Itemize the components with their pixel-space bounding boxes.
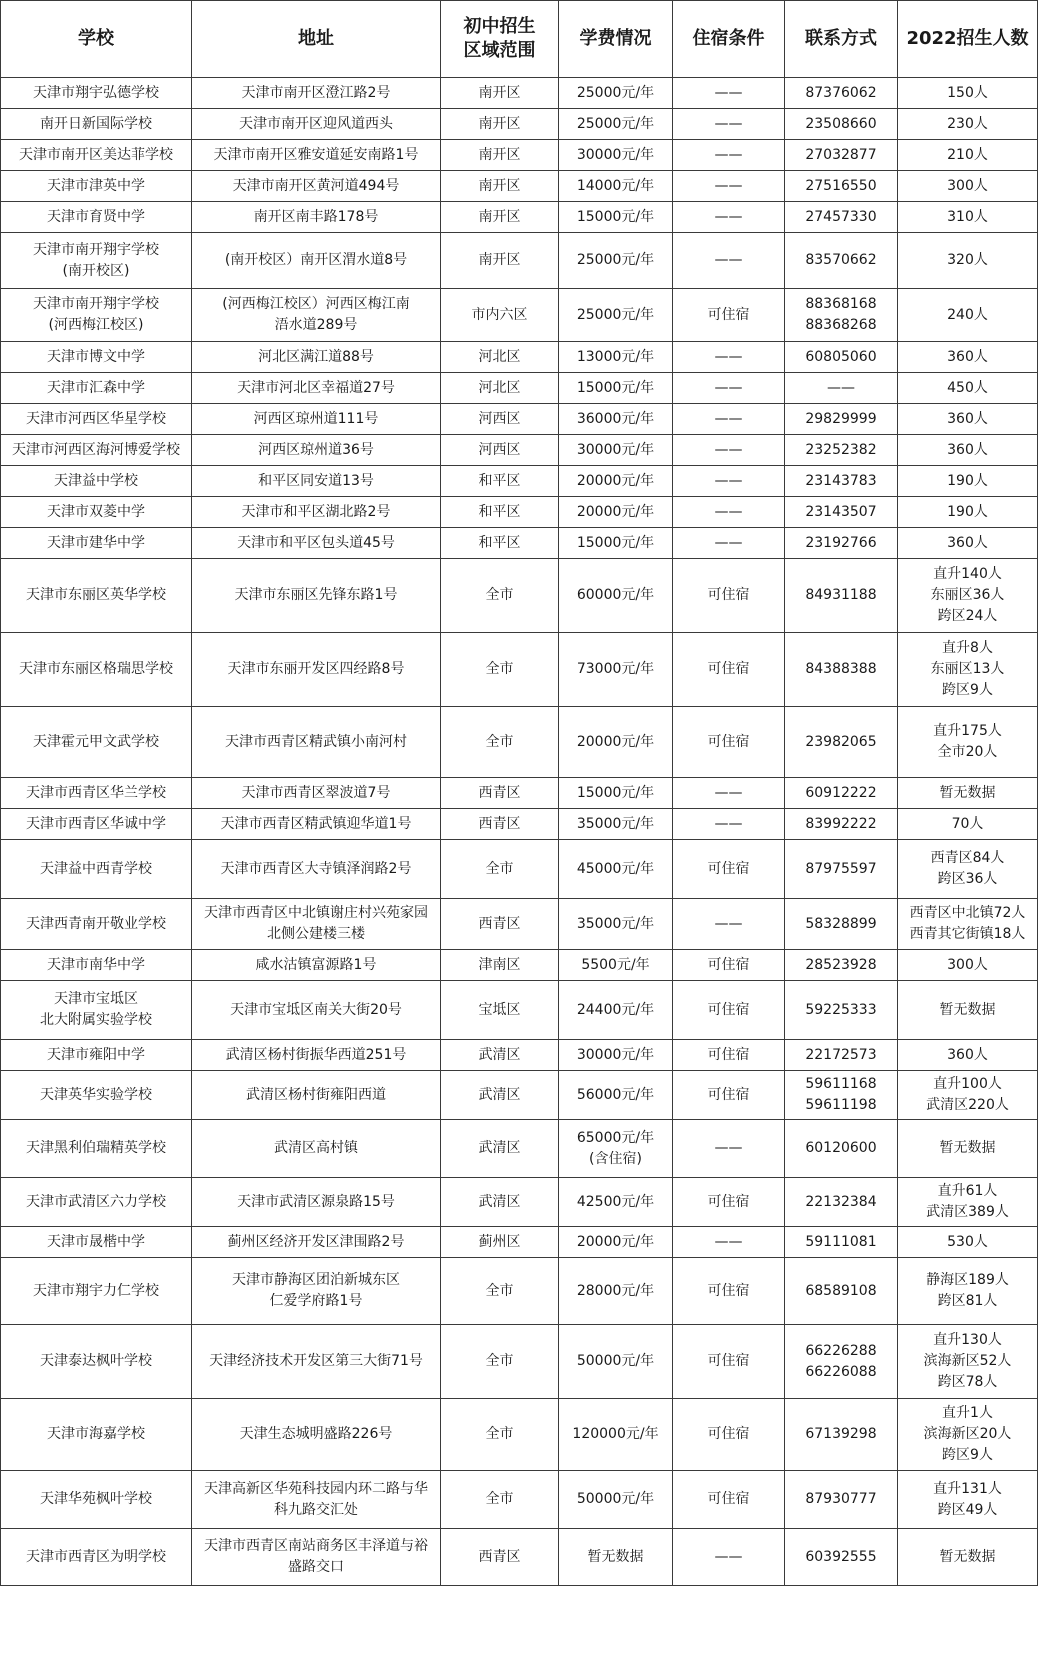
lodging-cell: —— — [673, 899, 785, 950]
table-row — [1, 289, 1038, 342]
enrollment-cell: 暂无数据 — [898, 1529, 1038, 1586]
table-row — [1, 202, 1038, 233]
address-cell: 天津市宝坻区南关大街20号 — [192, 981, 441, 1040]
fee-cell: 50000元/年 — [559, 1471, 673, 1529]
region-cell: 南开区 — [441, 171, 559, 202]
address-cell: 天津市东丽区先锋东路1号 — [192, 559, 441, 633]
header-contact: 联系方式 — [785, 1, 898, 78]
enrollment-cell: 230人 — [898, 109, 1038, 140]
lodging-cell: 可住宿 — [673, 1399, 785, 1471]
address-cell: 天津市静海区团泊新城东区 仁爱学府路1号 — [192, 1258, 441, 1325]
header-lodging: 住宿条件 — [673, 1, 785, 78]
enrollment-cell: 西青区84人 跨区36人 — [898, 840, 1038, 899]
enrollment-cell: 暂无数据 — [898, 778, 1038, 809]
enrollment-cell: 直升131人 跨区49人 — [898, 1471, 1038, 1529]
region-cell: 河北区 — [441, 342, 559, 373]
address-cell: 河西区琼州道36号 — [192, 435, 441, 466]
address-cell: (南开校区）南开区渭水道8号 — [192, 233, 441, 289]
region-cell: 全市 — [441, 1399, 559, 1471]
school-cell: 天津市雍阳中学 — [1, 1040, 192, 1071]
fee-cell: 20000元/年 — [559, 1227, 673, 1258]
address-cell: 天津市西青区南站商务区丰泽道与裕 盛路交口 — [192, 1529, 441, 1586]
fee-cell: 暂无数据 — [559, 1529, 673, 1586]
school-cell: 天津益中学校 — [1, 466, 192, 497]
enrollment-cell: 190人 — [898, 466, 1038, 497]
contact-cell: 67139298 — [785, 1399, 898, 1471]
school-cell: 天津市建华中学 — [1, 528, 192, 559]
table-row — [1, 950, 1038, 981]
table-row — [1, 1227, 1038, 1258]
table-row — [1, 1258, 1038, 1325]
school-cell: 天津市东丽区格瑞思学校 — [1, 633, 192, 707]
table-row — [1, 342, 1038, 373]
school-cell: 南开日新国际学校 — [1, 109, 192, 140]
contact-cell: 60805060 — [785, 342, 898, 373]
region-cell: 全市 — [441, 707, 559, 778]
address-cell: 天津生态城明盛路226号 — [192, 1399, 441, 1471]
school-cell: 天津市南开区美达菲学校 — [1, 140, 192, 171]
lodging-cell: —— — [673, 171, 785, 202]
contact-cell: 59611168 59611198 — [785, 1071, 898, 1120]
lodging-cell: —— — [673, 1529, 785, 1586]
address-cell: 天津市东丽开发区四经路8号 — [192, 633, 441, 707]
region-cell: 全市 — [441, 1471, 559, 1529]
address-cell: 武清区杨村街雍阳西道 — [192, 1071, 441, 1120]
address-cell: 咸水沽镇富源路1号 — [192, 950, 441, 981]
header-enrollment: 2022招生人数 — [898, 1, 1038, 78]
table-row — [1, 840, 1038, 899]
lodging-cell: —— — [673, 809, 785, 840]
table-row — [1, 778, 1038, 809]
table-row — [1, 559, 1038, 633]
region-cell: 武清区 — [441, 1178, 559, 1227]
contact-cell: 23508660 — [785, 109, 898, 140]
fee-cell: 65000元/年 (含住宿) — [559, 1120, 673, 1178]
table-row — [1, 497, 1038, 528]
region-cell: 和平区 — [441, 466, 559, 497]
school-cell: 天津市翔宇弘德学校 — [1, 78, 192, 109]
school-cell: 天津市海嘉学校 — [1, 1399, 192, 1471]
address-cell: 天津市南开区迎风道西头 — [192, 109, 441, 140]
school-cell: 天津市宝坻区 北大附属实验学校 — [1, 981, 192, 1040]
enrollment-cell: 直升100人 武清区220人 — [898, 1071, 1038, 1120]
enrollment-cell: 300人 — [898, 171, 1038, 202]
enrollment-cell: 320人 — [898, 233, 1038, 289]
contact-cell: 58328899 — [785, 899, 898, 950]
region-cell: 市内六区 — [441, 289, 559, 342]
address-cell: 天津市南开区黄河道494号 — [192, 171, 441, 202]
contact-cell: 66226288 66226088 — [785, 1325, 898, 1399]
contact-cell: 59111081 — [785, 1227, 898, 1258]
fee-cell: 5500元/年 — [559, 950, 673, 981]
fee-cell: 25000元/年 — [559, 109, 673, 140]
table-row — [1, 1399, 1038, 1471]
school-cell: 天津市双菱中学 — [1, 497, 192, 528]
table-row — [1, 981, 1038, 1040]
contact-cell: 59225333 — [785, 981, 898, 1040]
enrollment-cell: 450人 — [898, 373, 1038, 404]
fee-cell: 60000元/年 — [559, 559, 673, 633]
enrollment-cell: 静海区189人 跨区81人 — [898, 1258, 1038, 1325]
fee-cell: 42500元/年 — [559, 1178, 673, 1227]
contact-cell: 83992222 — [785, 809, 898, 840]
lodging-cell: 可住宿 — [673, 981, 785, 1040]
table-row — [1, 109, 1038, 140]
lodging-cell: 可住宿 — [673, 1071, 785, 1120]
lodging-cell: 可住宿 — [673, 1471, 785, 1529]
fee-cell: 25000元/年 — [559, 78, 673, 109]
fee-cell: 25000元/年 — [559, 289, 673, 342]
header-address: 地址 — [192, 1, 441, 78]
contact-cell: 84388388 — [785, 633, 898, 707]
contact-cell: 87975597 — [785, 840, 898, 899]
table-row — [1, 528, 1038, 559]
contact-cell: 68589108 — [785, 1258, 898, 1325]
lodging-cell: —— — [673, 778, 785, 809]
region-cell: 南开区 — [441, 233, 559, 289]
region-cell: 西青区 — [441, 899, 559, 950]
enrollment-cell: 直升130人 滨海新区52人 跨区78人 — [898, 1325, 1038, 1399]
region-cell: 全市 — [441, 1325, 559, 1399]
school-cell: 天津霍元甲文武学校 — [1, 707, 192, 778]
contact-cell: 23252382 — [785, 435, 898, 466]
lodging-cell: —— — [673, 497, 785, 528]
contact-cell: 22172573 — [785, 1040, 898, 1071]
enrollment-cell: 直升1人 滨海新区20人 跨区9人 — [898, 1399, 1038, 1471]
fee-cell: 30000元/年 — [559, 435, 673, 466]
region-cell: 全市 — [441, 1258, 559, 1325]
school-cell: 天津市津英中学 — [1, 171, 192, 202]
table-row — [1, 1529, 1038, 1586]
fee-cell: 15000元/年 — [559, 778, 673, 809]
contact-cell: 88368168 88368268 — [785, 289, 898, 342]
address-cell: 天津市西青区大寺镇泽润路2号 — [192, 840, 441, 899]
school-cell: 天津市南华中学 — [1, 950, 192, 981]
address-cell: 天津市河北区幸福道27号 — [192, 373, 441, 404]
table-header-row — [1, 1, 1038, 78]
table-body — [1, 78, 1038, 1586]
fee-cell: 120000元/年 — [559, 1399, 673, 1471]
fee-cell: 20000元/年 — [559, 466, 673, 497]
table-row — [1, 435, 1038, 466]
table-row — [1, 78, 1038, 109]
table-row — [1, 633, 1038, 707]
enrollment-cell: 直升8人 东丽区13人 跨区9人 — [898, 633, 1038, 707]
contact-cell: 87930777 — [785, 1471, 898, 1529]
lodging-cell: —— — [673, 1120, 785, 1178]
lodging-cell: —— — [673, 528, 785, 559]
table-row — [1, 1040, 1038, 1071]
region-cell: 全市 — [441, 840, 559, 899]
lodging-cell: 可住宿 — [673, 1325, 785, 1399]
table-row — [1, 171, 1038, 202]
fee-cell: 20000元/年 — [559, 707, 673, 778]
enrollment-cell: 360人 — [898, 435, 1038, 466]
contact-cell: 28523928 — [785, 950, 898, 981]
enrollment-cell: 360人 — [898, 342, 1038, 373]
address-cell: 河西区琼州道111号 — [192, 404, 441, 435]
address-cell: 南开区南丰路178号 — [192, 202, 441, 233]
fee-cell: 30000元/年 — [559, 140, 673, 171]
address-cell: 和平区同安道13号 — [192, 466, 441, 497]
region-cell: 宝坻区 — [441, 981, 559, 1040]
region-cell: 武清区 — [441, 1120, 559, 1178]
school-cell: 天津市南开翔宇学校 (河西梅江校区) — [1, 289, 192, 342]
fee-cell: 56000元/年 — [559, 1071, 673, 1120]
region-cell: 西青区 — [441, 809, 559, 840]
contact-cell: —— — [785, 373, 898, 404]
region-cell: 西青区 — [441, 778, 559, 809]
fee-cell: 15000元/年 — [559, 202, 673, 233]
region-cell: 南开区 — [441, 109, 559, 140]
fee-cell: 20000元/年 — [559, 497, 673, 528]
enrollment-cell: 360人 — [898, 404, 1038, 435]
contact-cell: 83570662 — [785, 233, 898, 289]
contact-cell: 29829999 — [785, 404, 898, 435]
region-cell: 武清区 — [441, 1071, 559, 1120]
region-cell: 和平区 — [441, 497, 559, 528]
address-cell: 天津市和平区包头道45号 — [192, 528, 441, 559]
school-cell: 天津市河西区华星学校 — [1, 404, 192, 435]
fee-cell: 36000元/年 — [559, 404, 673, 435]
fee-cell: 14000元/年 — [559, 171, 673, 202]
region-cell: 西青区 — [441, 1529, 559, 1586]
header-fee: 学费情况 — [559, 1, 673, 78]
address-cell: (河西梅江校区）河西区梅江南 浯水道289号 — [192, 289, 441, 342]
enrollment-cell: 直升140人 东丽区36人 跨区24人 — [898, 559, 1038, 633]
enrollment-cell: 150人 — [898, 78, 1038, 109]
lodging-cell: 可住宿 — [673, 289, 785, 342]
school-cell: 天津益中西青学校 — [1, 840, 192, 899]
fee-cell: 35000元/年 — [559, 809, 673, 840]
contact-cell: 84931188 — [785, 559, 898, 633]
lodging-cell: 可住宿 — [673, 1258, 785, 1325]
enrollment-cell: 西青区中北镇72人 西青其它街镇18人 — [898, 899, 1038, 950]
school-cell: 天津泰达枫叶学校 — [1, 1325, 192, 1399]
contact-cell: 87376062 — [785, 78, 898, 109]
lodging-cell: —— — [673, 404, 785, 435]
region-cell: 南开区 — [441, 140, 559, 171]
address-cell: 河北区满江道88号 — [192, 342, 441, 373]
lodging-cell: —— — [673, 466, 785, 497]
lodging-cell: —— — [673, 233, 785, 289]
fee-cell: 50000元/年 — [559, 1325, 673, 1399]
table-row — [1, 1325, 1038, 1399]
lodging-cell: —— — [673, 109, 785, 140]
fee-cell: 15000元/年 — [559, 528, 673, 559]
school-cell: 天津市汇森中学 — [1, 373, 192, 404]
fee-cell: 24400元/年 — [559, 981, 673, 1040]
fee-cell: 45000元/年 — [559, 840, 673, 899]
address-cell: 天津市武清区源泉路15号 — [192, 1178, 441, 1227]
fee-cell: 28000元/年 — [559, 1258, 673, 1325]
fee-cell: 73000元/年 — [559, 633, 673, 707]
address-cell: 武清区杨村街振华西道251号 — [192, 1040, 441, 1071]
table-row — [1, 809, 1038, 840]
lodging-cell: 可住宿 — [673, 950, 785, 981]
table-row — [1, 404, 1038, 435]
lodging-cell: —— — [673, 435, 785, 466]
region-cell: 和平区 — [441, 528, 559, 559]
address-cell: 天津市西青区翠波道7号 — [192, 778, 441, 809]
region-cell: 全市 — [441, 633, 559, 707]
contact-cell: 23982065 — [785, 707, 898, 778]
contact-cell: 27032877 — [785, 140, 898, 171]
enrollment-cell: 直升175人 全市20人 — [898, 707, 1038, 778]
region-cell: 蓟州区 — [441, 1227, 559, 1258]
table-row — [1, 707, 1038, 778]
lodging-cell: —— — [673, 140, 785, 171]
school-cell: 天津市西青区为明学校 — [1, 1529, 192, 1586]
school-cell: 天津市西青区华兰学校 — [1, 778, 192, 809]
contact-cell: 27457330 — [785, 202, 898, 233]
enrollment-cell: 暂无数据 — [898, 981, 1038, 1040]
contact-cell: 60912222 — [785, 778, 898, 809]
contact-cell: 22132384 — [785, 1178, 898, 1227]
school-cell: 天津英华实验学校 — [1, 1071, 192, 1120]
lodging-cell: —— — [673, 342, 785, 373]
lodging-cell: —— — [673, 373, 785, 404]
contact-cell: 23192766 — [785, 528, 898, 559]
school-cell: 天津市武清区六力学校 — [1, 1178, 192, 1227]
enrollment-cell: 暂无数据 — [898, 1120, 1038, 1178]
lodging-cell: 可住宿 — [673, 707, 785, 778]
region-cell: 武清区 — [441, 1040, 559, 1071]
region-cell: 全市 — [441, 559, 559, 633]
address-cell: 天津市南开区雅安道延安南路1号 — [192, 140, 441, 171]
enrollment-cell: 70人 — [898, 809, 1038, 840]
school-cell: 天津市育贤中学 — [1, 202, 192, 233]
school-cell: 天津市南开翔宇学校 (南开校区) — [1, 233, 192, 289]
address-cell: 武清区高村镇 — [192, 1120, 441, 1178]
fee-cell: 15000元/年 — [559, 373, 673, 404]
region-cell: 河北区 — [441, 373, 559, 404]
contact-cell: 60120600 — [785, 1120, 898, 1178]
lodging-cell: —— — [673, 78, 785, 109]
address-cell: 天津市西青区精武镇迎华道1号 — [192, 809, 441, 840]
fee-cell: 25000元/年 — [559, 233, 673, 289]
address-cell: 天津经济技术开发区第三大街71号 — [192, 1325, 441, 1399]
school-cell: 天津市翔宇力仁学校 — [1, 1258, 192, 1325]
school-cell: 天津市西青区华诚中学 — [1, 809, 192, 840]
address-cell: 天津高新区华苑科技园内环二路与华 科九路交汇处 — [192, 1471, 441, 1529]
table-row — [1, 373, 1038, 404]
enrollment-cell: 210人 — [898, 140, 1038, 171]
table-row — [1, 1178, 1038, 1227]
fee-cell: 30000元/年 — [559, 1040, 673, 1071]
enrollment-cell: 190人 — [898, 497, 1038, 528]
address-cell: 天津市西青区中北镇谢庄村兴苑家园 北侧公建楼三楼 — [192, 899, 441, 950]
table-row — [1, 899, 1038, 950]
region-cell: 南开区 — [441, 202, 559, 233]
region-cell: 南开区 — [441, 78, 559, 109]
school-cell: 天津市晟楷中学 — [1, 1227, 192, 1258]
contact-cell: 27516550 — [785, 171, 898, 202]
region-cell: 津南区 — [441, 950, 559, 981]
enrollment-cell: 310人 — [898, 202, 1038, 233]
address-cell: 天津市和平区湖北路2号 — [192, 497, 441, 528]
region-cell: 河西区 — [441, 404, 559, 435]
school-cell: 天津市东丽区英华学校 — [1, 559, 192, 633]
table-row — [1, 1471, 1038, 1529]
enrollment-cell: 240人 — [898, 289, 1038, 342]
lodging-cell: —— — [673, 1227, 785, 1258]
fee-cell: 13000元/年 — [559, 342, 673, 373]
enrollment-cell: 360人 — [898, 528, 1038, 559]
contact-cell: 23143507 — [785, 497, 898, 528]
enrollment-cell: 300人 — [898, 950, 1038, 981]
school-cell: 天津华苑枫叶学校 — [1, 1471, 192, 1529]
header-region: 初中招生 区域范围 — [441, 1, 559, 78]
enrollment-cell: 530人 — [898, 1227, 1038, 1258]
address-cell: 天津市西青区精武镇小南河村 — [192, 707, 441, 778]
table-row — [1, 233, 1038, 289]
region-cell: 河西区 — [441, 435, 559, 466]
school-cell: 天津市博文中学 — [1, 342, 192, 373]
school-cell: 天津市河西区海河博爱学校 — [1, 435, 192, 466]
header-school: 学校 — [1, 1, 192, 78]
table-row — [1, 1071, 1038, 1120]
contact-cell: 60392555 — [785, 1529, 898, 1586]
lodging-cell: 可住宿 — [673, 559, 785, 633]
lodging-cell: 可住宿 — [673, 1040, 785, 1071]
enrollment-cell: 360人 — [898, 1040, 1038, 1071]
address-cell: 天津市南开区澄江路2号 — [192, 78, 441, 109]
table-row — [1, 1120, 1038, 1178]
lodging-cell: —— — [673, 202, 785, 233]
school-cell: 天津黑利伯瑞精英学校 — [1, 1120, 192, 1178]
lodging-cell: 可住宿 — [673, 633, 785, 707]
table-row — [1, 466, 1038, 497]
address-cell: 蓟州区经济开发区津围路2号 — [192, 1227, 441, 1258]
lodging-cell: 可住宿 — [673, 840, 785, 899]
enrollment-cell: 直升61人 武清区389人 — [898, 1178, 1038, 1227]
fee-cell: 35000元/年 — [559, 899, 673, 950]
contact-cell: 23143783 — [785, 466, 898, 497]
lodging-cell: 可住宿 — [673, 1178, 785, 1227]
school-cell: 天津西青南开敬业学校 — [1, 899, 192, 950]
table-row — [1, 140, 1038, 171]
